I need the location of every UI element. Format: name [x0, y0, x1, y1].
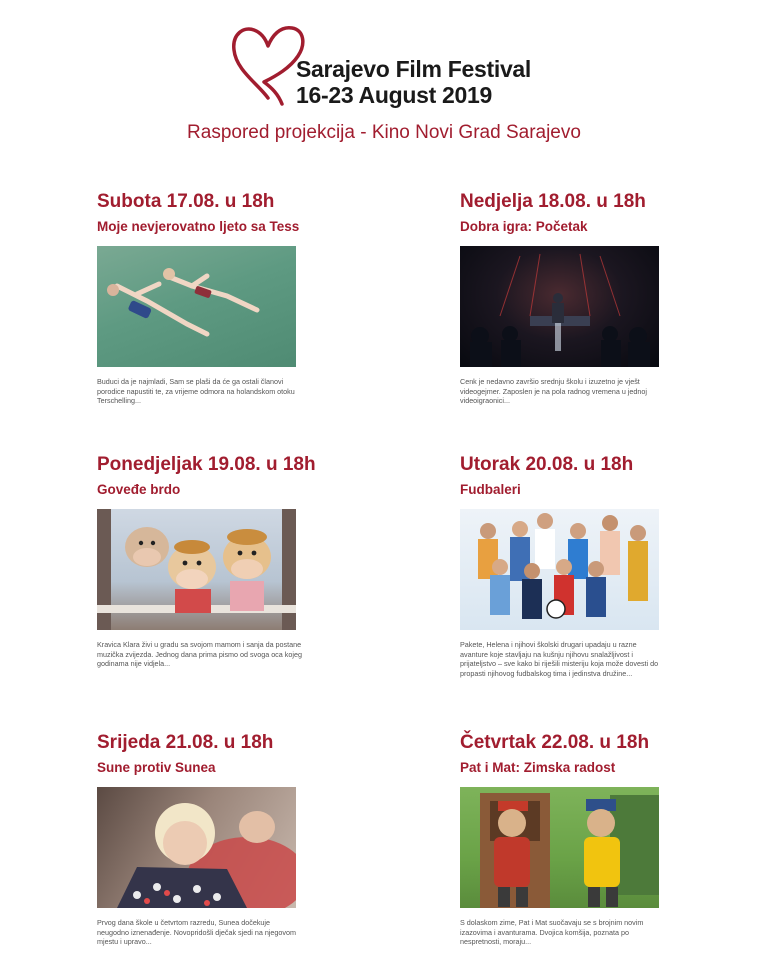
screening-description: Pakete, Helena i njihovi školski drugari upadaju u razne avanture koje stavljaju na kušnju njihovu snalažljivost i prijateljstvo – sve kako bi riješili misteriju koja može dovesti do propasti njihovog fudbalskog tima i jedinstva družine...: [460, 640, 659, 678]
screening-card-monday: [97, 454, 317, 669]
screening-day: Ponedjeljak 19.08. u 18h: [97, 454, 316, 475]
film-still-image: [460, 787, 659, 908]
screening-title: Sune protiv Sunea: [97, 760, 216, 775]
screening-description: Kravica Klara živi u gradu sa svojom mamom i sanja da postane muzička zvijezda. Jednog dana prima pismo od svoga oca kojeg godinama nije vidjela...: [97, 640, 302, 669]
screening-title: Fudbaleri: [460, 482, 521, 497]
screening-description: Buduci da je najmladi, Sam se plaši da će ga ostali članovi porodice napustiti te, za vrijeme odmora na holandskom otoku Terschelling...: [97, 377, 295, 406]
screening-title: Moje nevjerovatno ljeto sa Tess: [97, 219, 300, 234]
screening-description: Cenk je nedavno završio srednju školu i izuzetno je vješt videogejmer. Zaposlen je na pola radnog vremena u jednoj videoigraonici...: [460, 377, 647, 406]
screening-description: Prvog dana škole u četvrtom razredu, Sunea dočekuje neugodno iznenađenje. Novopridošli dječak sjedi na njegovom mjestu i upravo...: [97, 918, 296, 947]
screening-card-saturday: [97, 191, 317, 406]
film-still-image: [460, 246, 659, 367]
screening-day: Utorak 20.08. u 18h: [460, 454, 634, 475]
screening-description: S dolaskom zime, Pat i Mat suočavaju se s brojnim novim izazovima i avanturama. Dvojica komšija, poznata po nespretnosti, moraju...: [460, 918, 644, 947]
film-still-image: [97, 246, 296, 367]
screening-day: Četvrtak 22.08. u 18h: [460, 732, 650, 753]
screening-day: Srijeda 21.08. u 18h: [97, 732, 274, 753]
film-still-image: [97, 787, 296, 908]
screening-day: Subota 17.08. u 18h: [97, 191, 275, 212]
festival-name: Sarajevo Film Festival: [296, 56, 532, 82]
screening-card-thursday: [460, 732, 680, 947]
screening-card-sunday: [460, 191, 680, 406]
festival-dates: 16-23 August 2019: [296, 82, 493, 108]
screening-day: Nedjelja 18.08. u 18h: [460, 191, 646, 212]
screening-title: Pat i Mat: Zimska radost: [460, 760, 616, 775]
film-still-image: [97, 509, 296, 630]
film-still-image: [460, 509, 659, 630]
screening-card-tuesday: [460, 454, 680, 678]
screening-title: Goveđe brdo: [97, 482, 181, 497]
page-subtitle: Raspored projekcija - Kino Novi Grad Sarajevo: [187, 122, 581, 143]
screening-title: Dobra igra: Početak: [460, 219, 588, 234]
screening-card-wednesday: [97, 732, 317, 947]
